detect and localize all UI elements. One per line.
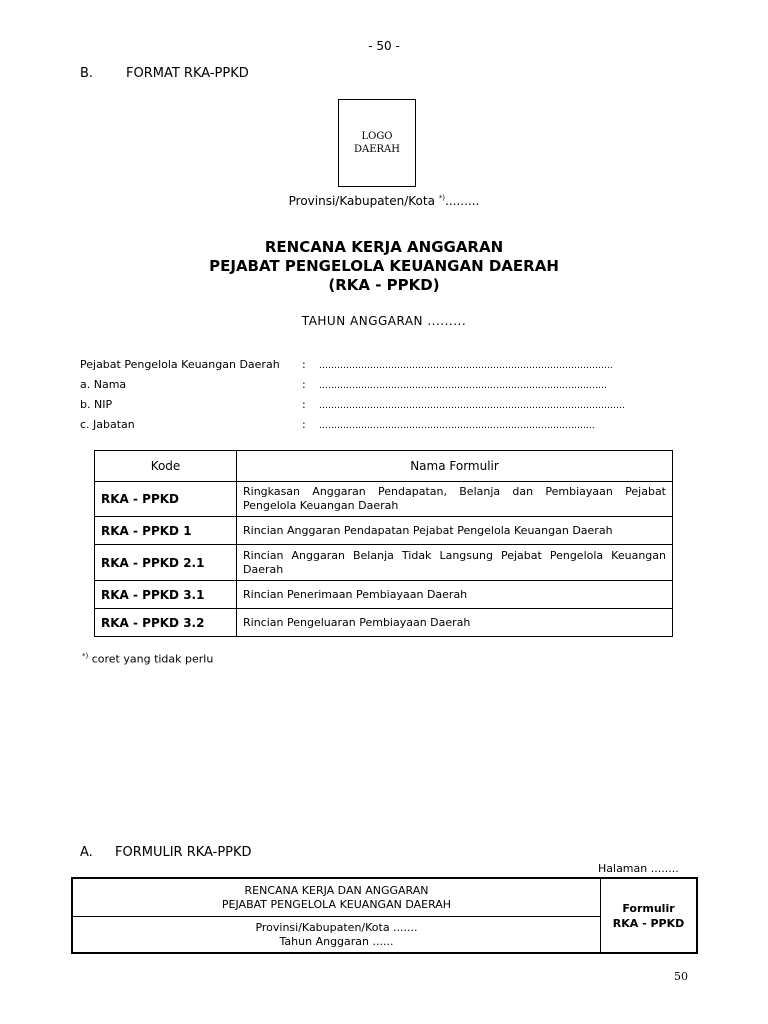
provinsi-line bbox=[0, 194, 768, 208]
section-b-title: FORMAT RKA-PPKD bbox=[126, 66, 249, 81]
section-b-letter: B. bbox=[80, 66, 94, 81]
formulir-code: RKA - PPKD bbox=[612, 916, 685, 930]
logo-text-line1: LOGO bbox=[361, 131, 393, 142]
table-row bbox=[95, 545, 673, 581]
nama-cell: Rincian Anggaran Belanja Tidak Langsung Pejabat Pengelola Keuangan Daerah bbox=[237, 545, 673, 581]
form-header-provinsi: Provinsi/Kabupaten/Kota ....... bbox=[255, 921, 418, 934]
officials-block bbox=[80, 355, 625, 435]
footnote bbox=[82, 652, 213, 666]
provinsi-dots: ......... bbox=[445, 194, 480, 208]
official-colon: : bbox=[302, 358, 306, 371]
official-label: Pejabat Pengelola Keuangan Daerah bbox=[80, 358, 280, 371]
form-header-info bbox=[73, 918, 600, 952]
table-row bbox=[95, 609, 673, 637]
official-dots: …………………………………………………………………………………….. bbox=[319, 361, 613, 371]
form-header-box bbox=[71, 877, 698, 954]
footnote-mark: *) bbox=[82, 652, 89, 660]
title-line-2: PEJABAT PENGELOLA KEUANGAN DAERAH bbox=[209, 257, 559, 275]
formulir-label: Formulir bbox=[622, 901, 675, 915]
document-title bbox=[0, 238, 768, 295]
official-label: a. Nama bbox=[80, 378, 127, 391]
forms-table-header-row bbox=[95, 451, 673, 482]
form-header-title bbox=[73, 879, 600, 917]
official-colon: : bbox=[302, 378, 306, 391]
form-header-tahun: Tahun Anggaran ...... bbox=[279, 935, 394, 948]
nama-cell: Rincian Penerimaan Pembiayaan Daerah bbox=[237, 581, 673, 609]
forms-table bbox=[94, 450, 673, 637]
table-row bbox=[95, 517, 673, 545]
official-dots: ……………………………………………………………………………….. bbox=[319, 421, 595, 431]
section-a-title: FORMULIR RKA-PPKD bbox=[115, 845, 252, 860]
form-header-title-line1: RENCANA KERJA DAN ANGGARAN bbox=[244, 884, 429, 897]
logo-placeholder bbox=[338, 99, 416, 187]
official-row bbox=[80, 375, 625, 395]
header-kode: Kode bbox=[95, 451, 237, 482]
kode-cell: RKA - PPKD 3.1 bbox=[95, 581, 237, 609]
official-dots: …………………………………………………………………………………… bbox=[319, 381, 607, 391]
kode-cell: RKA - PPKD 3.2 bbox=[95, 609, 237, 637]
title-line-1: RENCANA KERJA ANGGARAN bbox=[264, 238, 504, 256]
provinsi-text: Provinsi/Kabupaten/Kota bbox=[288, 194, 439, 208]
nama-cell: Ringkasan Anggaran Pendapatan, Belanja dan Pembiayaan Pejabat Pengelola Keuangan Daerah bbox=[237, 482, 673, 517]
official-label: c. Jabatan bbox=[80, 418, 135, 431]
provinsi-mark: *) bbox=[438, 194, 446, 202]
page-number-top: - 50 - bbox=[368, 39, 400, 53]
form-header-title-line2: PEJABAT PENGELOLA KEUANGAN DAERAH bbox=[221, 898, 452, 911]
official-colon: : bbox=[302, 398, 306, 411]
official-row bbox=[80, 415, 625, 435]
official-label: b. NIP bbox=[80, 398, 113, 411]
official-dots: ………………………………………………………………………………………… bbox=[319, 401, 625, 411]
footnote-text: coret yang tidak perlu bbox=[88, 652, 214, 666]
tahun-anggaran: TAHUN ANGGARAN ......... bbox=[301, 314, 467, 328]
official-colon: : bbox=[302, 418, 306, 431]
section-a-heading bbox=[80, 845, 252, 860]
form-header-formulir bbox=[601, 879, 696, 952]
kode-cell: RKA - PPKD 1 bbox=[95, 517, 237, 545]
logo-text-line2: DAERAH bbox=[353, 144, 400, 155]
official-row bbox=[80, 395, 625, 415]
halaman-label: Halaman ........ bbox=[598, 862, 679, 875]
kode-cell: RKA - PPKD 2.1 bbox=[95, 545, 237, 581]
form-header-left bbox=[73, 879, 601, 952]
table-row bbox=[95, 581, 673, 609]
section-a-letter: A. bbox=[80, 845, 93, 860]
page-number-bottom: 50 bbox=[674, 970, 688, 983]
official-row bbox=[80, 355, 625, 375]
table-row bbox=[95, 482, 673, 517]
section-b-heading bbox=[80, 66, 249, 81]
title-line-3: (RKA - PPKD) bbox=[328, 276, 440, 294]
kode-cell: RKA - PPKD bbox=[95, 482, 237, 517]
header-nama-formulir: Nama Formulir bbox=[237, 451, 673, 482]
nama-cell: Rincian Anggaran Pendapatan Pejabat Pengelola Keuangan Daerah bbox=[237, 517, 673, 545]
nama-cell: Rincian Pengeluaran Pembiayaan Daerah bbox=[237, 609, 673, 637]
